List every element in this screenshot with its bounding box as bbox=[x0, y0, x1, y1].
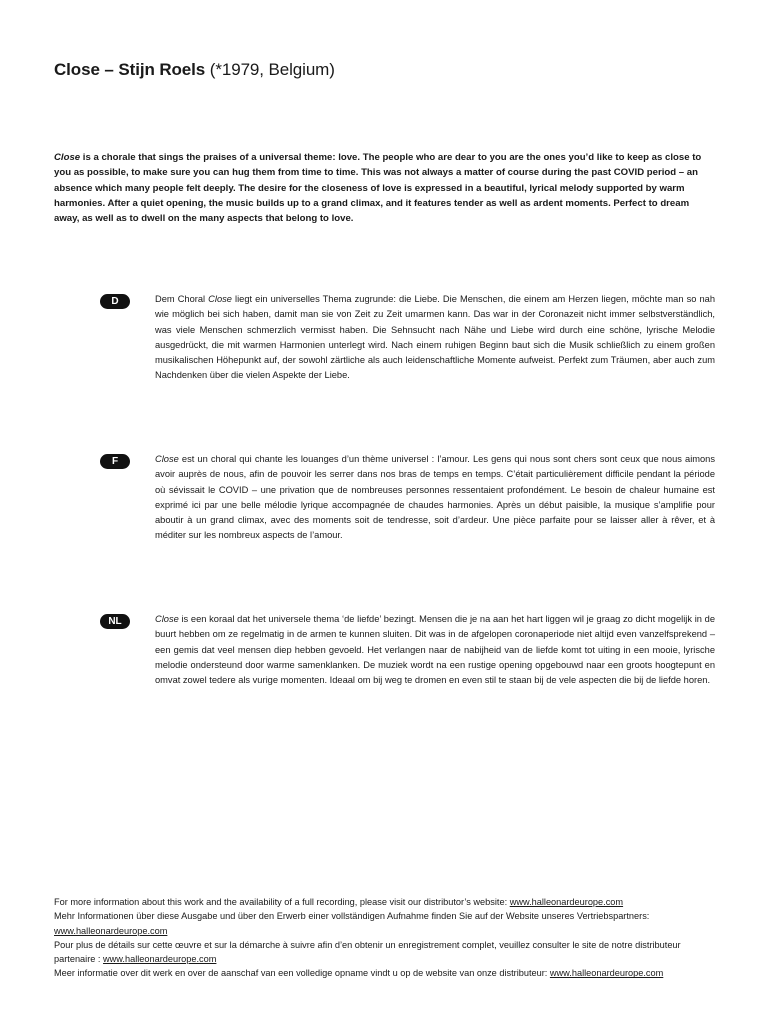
page-title bbox=[54, 60, 335, 80]
german-paragraph bbox=[155, 292, 715, 384]
footer-line-en bbox=[54, 895, 716, 909]
distributor-link-en[interactable]: www.halleonardeurope.com bbox=[509, 897, 624, 907]
title-sub: (*1979, Belgium) bbox=[209, 60, 335, 79]
footer-info bbox=[54, 895, 716, 981]
dutch-italic-title: Close bbox=[155, 614, 179, 624]
distributor-link-nl[interactable]: www.halleonardeurope.com bbox=[549, 968, 664, 979]
intro-italic-title: Close bbox=[54, 152, 81, 163]
language-badge-de: D bbox=[100, 294, 130, 309]
french-text: est un choral qui chante les louanges d’un thème universel : l’amour. Les gens qui nous sont chers sont ceux que nous aimons avoir auprès de nous, afin de pouvoir les serrer dans nos bras de temps en temps. C’était particulièrement difficile pendant la période où sévissait le COVID – une privation que de nombreuses personnes ressentaient profondément. Le besoin de chaleur humaine est exprimé ici par une belle mélodie lyrique accompagnée de chaudes harmonies. Après un début paisible, la musique s’amplifie pour aboutir à un grand climax, avec des moments soit de tendresse, soit d’ardeur. Une pièce parfaite pour se laisser aller à rêver, et à méditer sur les nombreux aspects de l’amour. bbox=[155, 454, 715, 541]
french-paragraph bbox=[155, 452, 715, 544]
footer-text-nl: Meer informatie over dit werk en over de aanschaf van een volledige opname vindt u op de website van onze distributeur: bbox=[54, 968, 550, 979]
distributor-link-fr[interactable]: www.halleonardeurope.com bbox=[103, 954, 217, 965]
intro-paragraph bbox=[54, 150, 716, 226]
footer-text-fr: Pour plus de détails sur cette œuvre et sur la démarche à suivre afin d’en obtenir un enregistrement complet, veuillez consulter le site de notre distributeur partenaire : bbox=[54, 939, 681, 965]
german-text: liegt ein universelles Thema zugrunde: die Liebe. Die Menschen, die einem am Herzen liegen, möchte man so nah wie möglich bei sich haben, damit man sie von Zeit zu Zeit umarmen kann. Das war in der Coronazeit nicht immer selbstverständlich, was viele Menschen schmerzlich vermisst haben. Die Sehnsucht nach Nähe und Liebe wird durch eine schöne, lyrische Melodie ausgedrückt, die mit warmen Harmonien unterlegt wird. Nach einem ruhigen Beginn baut sich die Musik schließlich zu einem großen musikalischen Höhepunkt auf, der sowohl zärtliche als auch leidenschaftliche Momente aufweist. Perfekt zum Träumen, aber auch zum Nachdenken über die vielen Aspekte der Liebe. bbox=[155, 294, 715, 381]
dutch-paragraph bbox=[155, 612, 715, 688]
footer-text-de: Mehr Informationen über diese Ausgabe und über den Erwerb einer vollständigen Aufnahme finden Sie auf der Website unseres Vertriebspartners: bbox=[54, 911, 650, 922]
distributor-link-de[interactable]: www.halleonardeurope.com bbox=[54, 925, 168, 936]
language-badge-nl: NL bbox=[100, 614, 130, 629]
dutch-text: is een koraal dat het universele thema ‘de liefde’ bezingt. Mensen die je na aan het hart liggen wil je graag zo dicht mogelijk in de buurt hebben om ze regelmatig in de armen te kunnen sluiten. Dit was in de afgelopen coronaperiode niet altijd even vanzelfsprekend – een gemis dat veel mensen diep hebben gevoeld. Het verlangen naar de nabijheid van de liefde komt tot uiting in een mooie, lyrische melodie ondersteund door warme samenklanken. De muziek wordt na een rustige opening opgebouwd naar een groots hoogtepunt en omvat zowel tedere als vurige momenten. Ideaal om bij weg te dromen en even stil te staan bij de vele aspecten die bij de liefde horen. bbox=[155, 614, 715, 686]
title-main: Close – Stijn Roels bbox=[54, 60, 206, 79]
language-badge-fr: F bbox=[100, 454, 130, 469]
footer-line-fr bbox=[54, 938, 716, 967]
german-text-start: Dem Choral bbox=[155, 294, 209, 304]
german-italic-title: Close bbox=[208, 294, 232, 304]
footer-line-de bbox=[54, 909, 716, 938]
footer-line-nl bbox=[54, 966, 716, 980]
intro-text: is a chorale that sings the praises of a universal theme: love. The people who are dear to you are the ones you’d like to keep as close to you as possible, to make sure you can hug them from time to time. This was not always a matter of course during the past COVID period – an absence which many people felt deeply. The desire for the closeness of love is expressed in a beautiful, lyrical melody supported by warm harmonies. After a quiet opening, the music builds up to a grand climax, and it features tender as well as ardent moments. Perfect to dream away, as well as to dwell on the many aspects that belong to love. bbox=[54, 152, 702, 225]
footer-text-en: For more information about this work and the availability of a full recording, please visit our distributor’s website: bbox=[54, 897, 510, 907]
french-italic-title: Close bbox=[155, 454, 179, 464]
